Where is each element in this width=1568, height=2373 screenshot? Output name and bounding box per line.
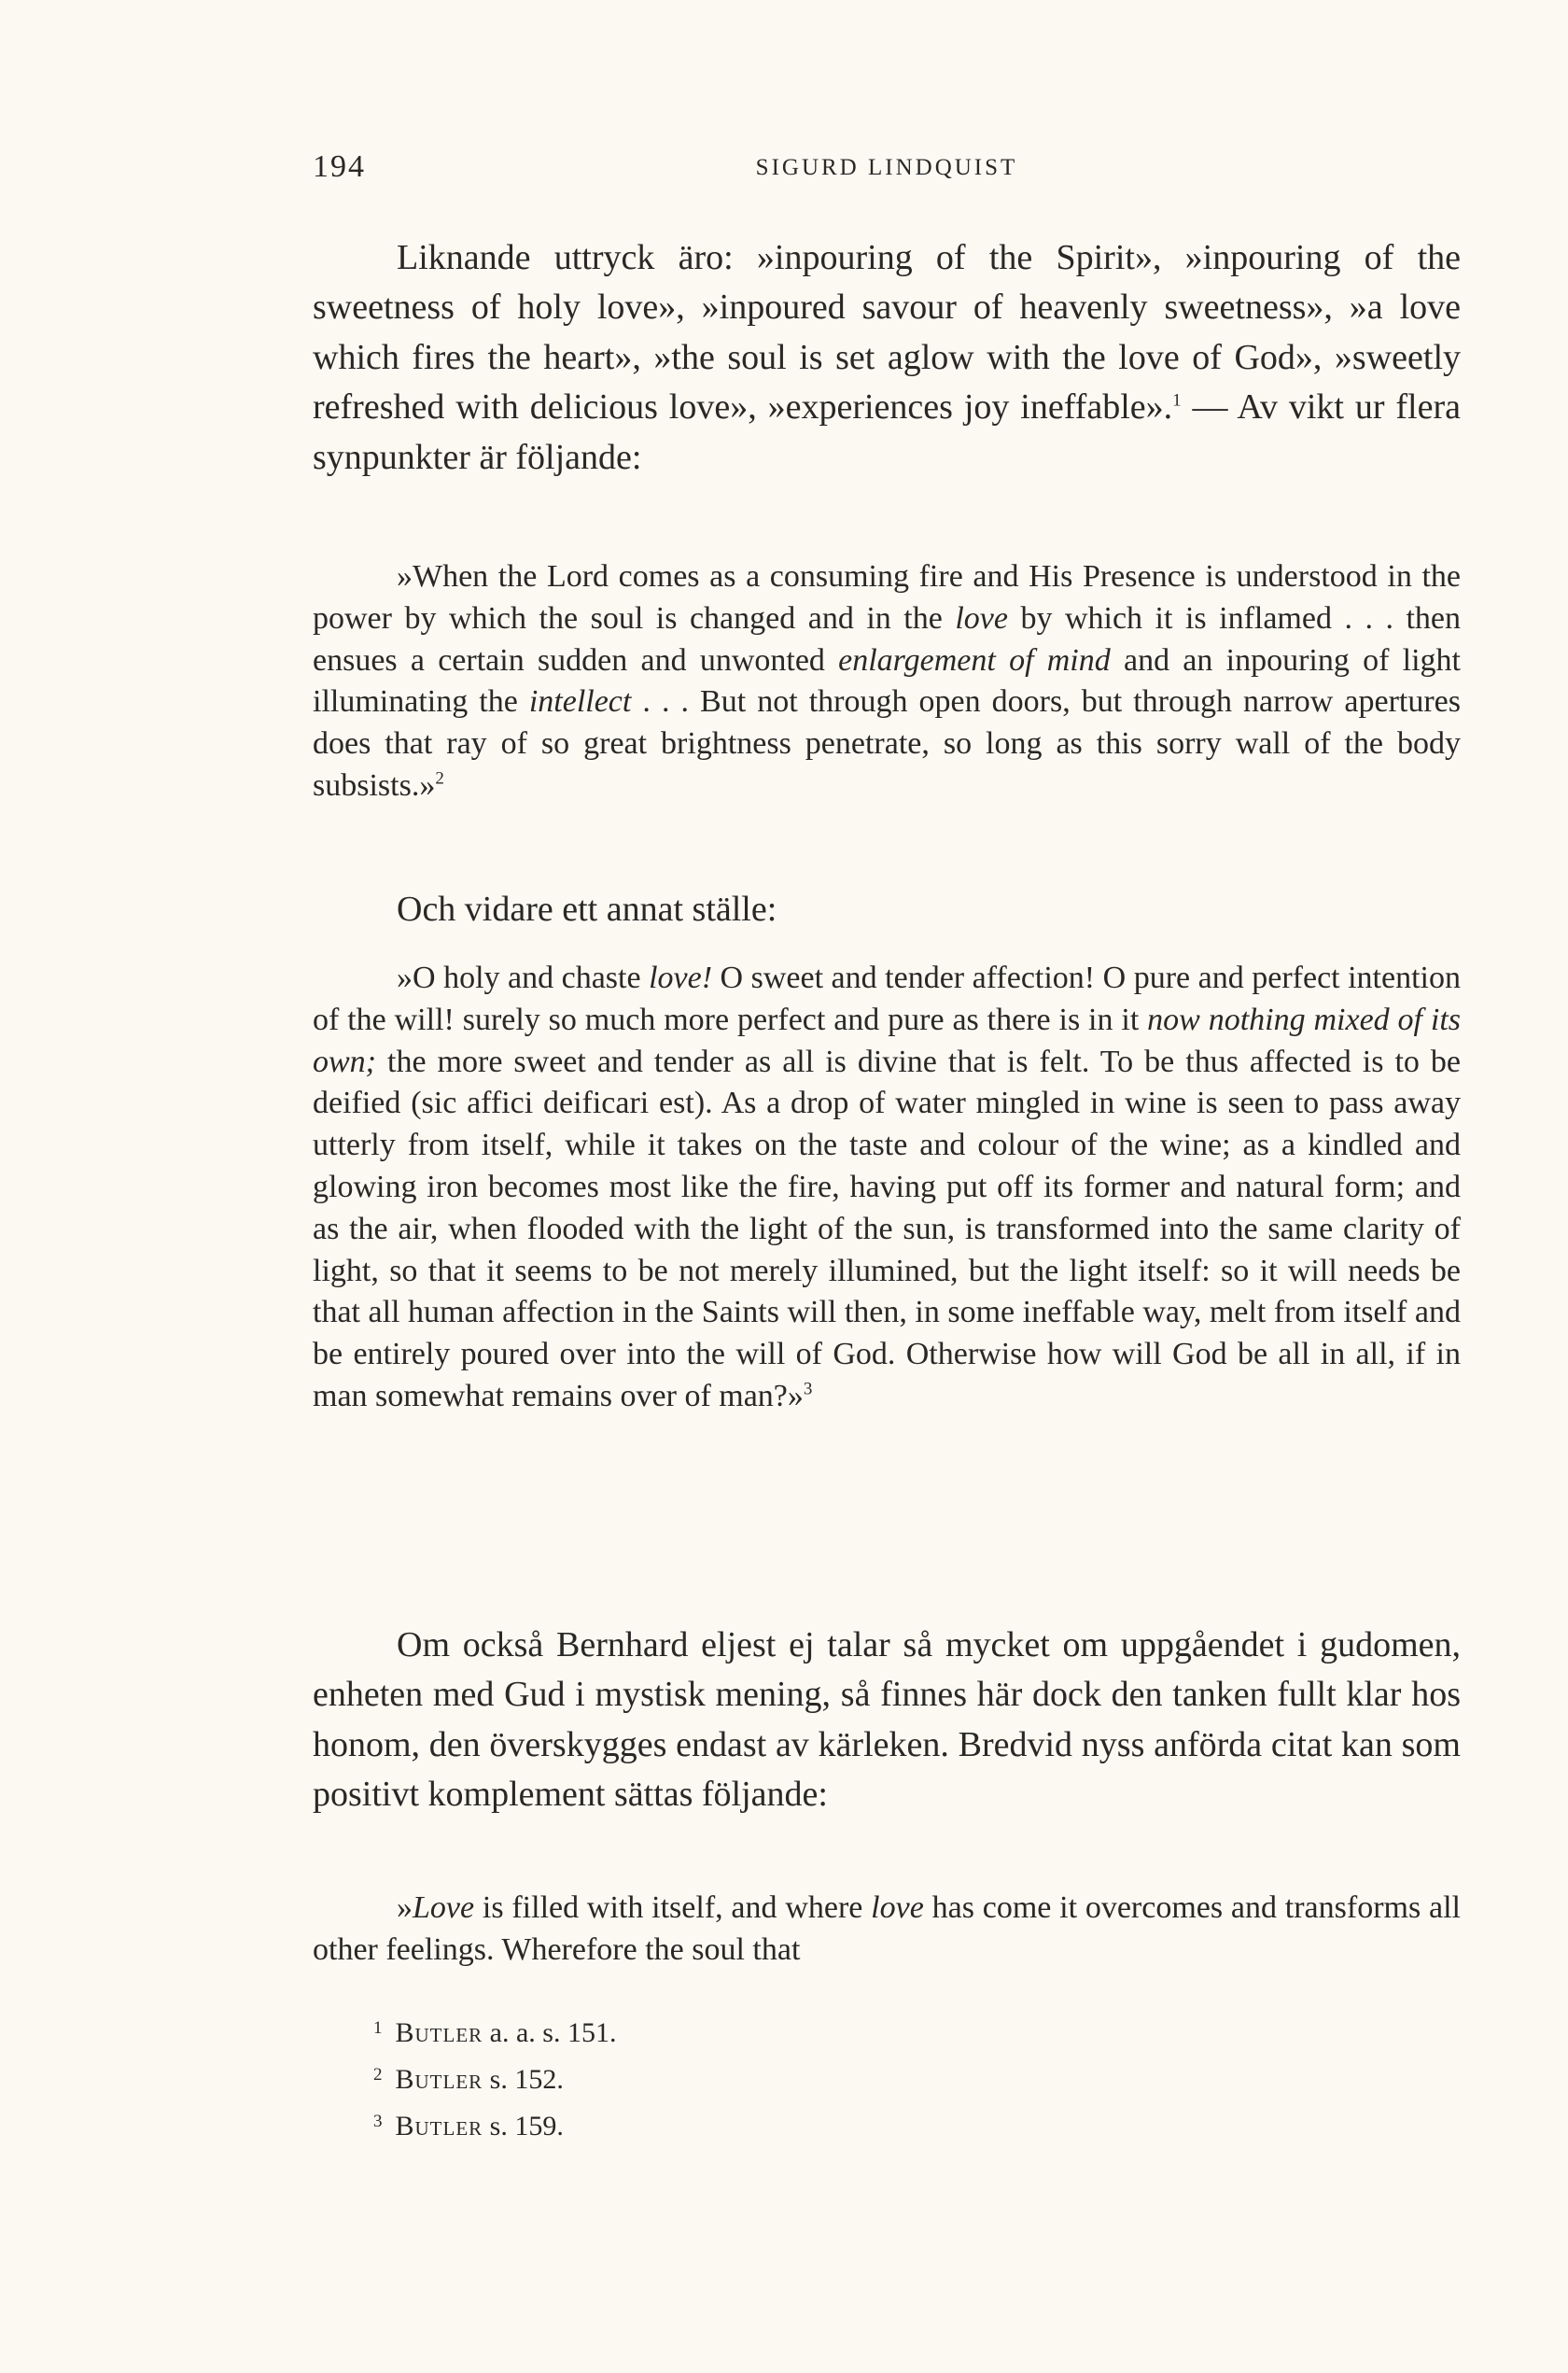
footnote-mark: 1 xyxy=(373,2018,383,2038)
footnote-author: Butler xyxy=(395,2111,483,2141)
footnote-ref-3: 3 xyxy=(803,1379,813,1399)
quote-3-italic-love: Love xyxy=(413,1890,475,1925)
footnotes xyxy=(373,2007,1213,2147)
quote-2-text-b: O sweet and tender affection! O pure and perfect intention of the will! surely so much more perfect and pure as there is in it xyxy=(313,961,1461,1037)
footnote-reference: s. 159. xyxy=(489,2111,564,2141)
quote-1-italic-love: love xyxy=(955,600,1008,636)
quote-1-italic-intellect: intellect xyxy=(528,684,632,720)
quote-2-italic-love: love! xyxy=(649,961,713,995)
footnote-ref-1: 1 xyxy=(1172,390,1182,411)
quote-3-text-c: has come it overcomes and transforms all other feelings. Wherefore the soul that xyxy=(313,1890,1461,1967)
quote-1-text-d: . . . But not through open doors, but through narrow apertures does that ray of so great brightness penetrate, so long as this sorry wall of the body subsists.» xyxy=(313,684,1461,803)
footnote-author: Butler xyxy=(395,2017,483,2048)
footnote-2 xyxy=(373,2054,1213,2100)
intro-outro: — Av vikt ur flera synpunkter är följande: xyxy=(313,387,1461,477)
paragraph-intro xyxy=(313,233,1461,483)
footnote-author: Butler xyxy=(395,2064,483,2095)
footnote-1 xyxy=(373,2007,1213,2054)
running-head: SIGURD LINDQUIST xyxy=(755,155,1018,180)
quote-1-text-a: »When the Lord comes as a consuming fire and His Presence is understood in the power by which the soul is changed and in the xyxy=(313,559,1461,636)
quote-2-text-c: the more sweet and tender as all is divine that is felt. To be thus affected is to be deified (sic affici deificari est). As a drop of water mingled in wine is seen to pass away utterly from itself, while it takes on the taste and colour of the wine; as a kindled and glowing iron becomes most like the fire, having put off its former and natural form; and as the air, when flooded with the light of the sun, is transformed into the same clarity of light, so that it seems to be not merely illumined, but the light itself: so it will needs be that all human affection in the Saints will then, in some ineffable way, melt from itself and be entirely poured over into the will of God. Otherwise how will God be all in all, if in man somewhat remains over of man?» xyxy=(313,1044,1461,1413)
page-number: 194 xyxy=(313,149,366,184)
paragraph-bernhard: Om också Bernhard eljest ej talar så mycket om uppgåendet i gudomen, enheten med Gud i mystisk mening, så finnes här dock den tanken fullt klar hos honom, den överskygges endast av kärleken. Bredvid nyss anförda citat kan som positivt komplement sättas följande: xyxy=(313,1625,1461,1815)
quote-3-italic-love-2: love xyxy=(871,1890,924,1925)
quote-1 xyxy=(313,556,1461,807)
quote-1-text-c: and an inpouring of light illuminating the xyxy=(313,642,1461,720)
footnote-mark: 2 xyxy=(373,2065,383,2085)
quote-3 xyxy=(313,1888,1461,1972)
quote-2-text-a: »O holy and chaste xyxy=(397,961,650,995)
footnote-reference: s. 152. xyxy=(489,2064,564,2095)
quote-2 xyxy=(313,958,1461,1418)
footnote-3 xyxy=(373,2100,1213,2147)
quote-2-italic-now-nothing: now nothing mixed of its own; xyxy=(313,1002,1461,1079)
intro-text: Liknande uttryck äro: »inpouring of the Spirit», »inpouring of the sweetness of holy love», »inpoured savour of heavenly sweetness», »a love which fires the heart», »the soul is set aglow with the love of God», »sweetly refreshed with delicious love», »experiences joy ineffable». xyxy=(313,238,1461,428)
quote-3-text-b: is filled with itself, and where xyxy=(474,1890,872,1925)
paragraph-transition: Och vidare ett annat ställe: xyxy=(397,890,777,929)
quote-1-italic-enlargement: enlargement of mind xyxy=(838,642,1111,678)
quote-3-text-a: » xyxy=(397,1890,413,1925)
footnote-mark: 3 xyxy=(373,2112,383,2131)
footnote-ref-2: 2 xyxy=(435,768,444,789)
page-header xyxy=(313,149,1461,192)
quote-1-text-b: by which it is inflamed . . . then ensues a certain sudden and unwonted xyxy=(313,600,1462,678)
footnote-reference: a. a. s. 151. xyxy=(489,2017,617,2048)
